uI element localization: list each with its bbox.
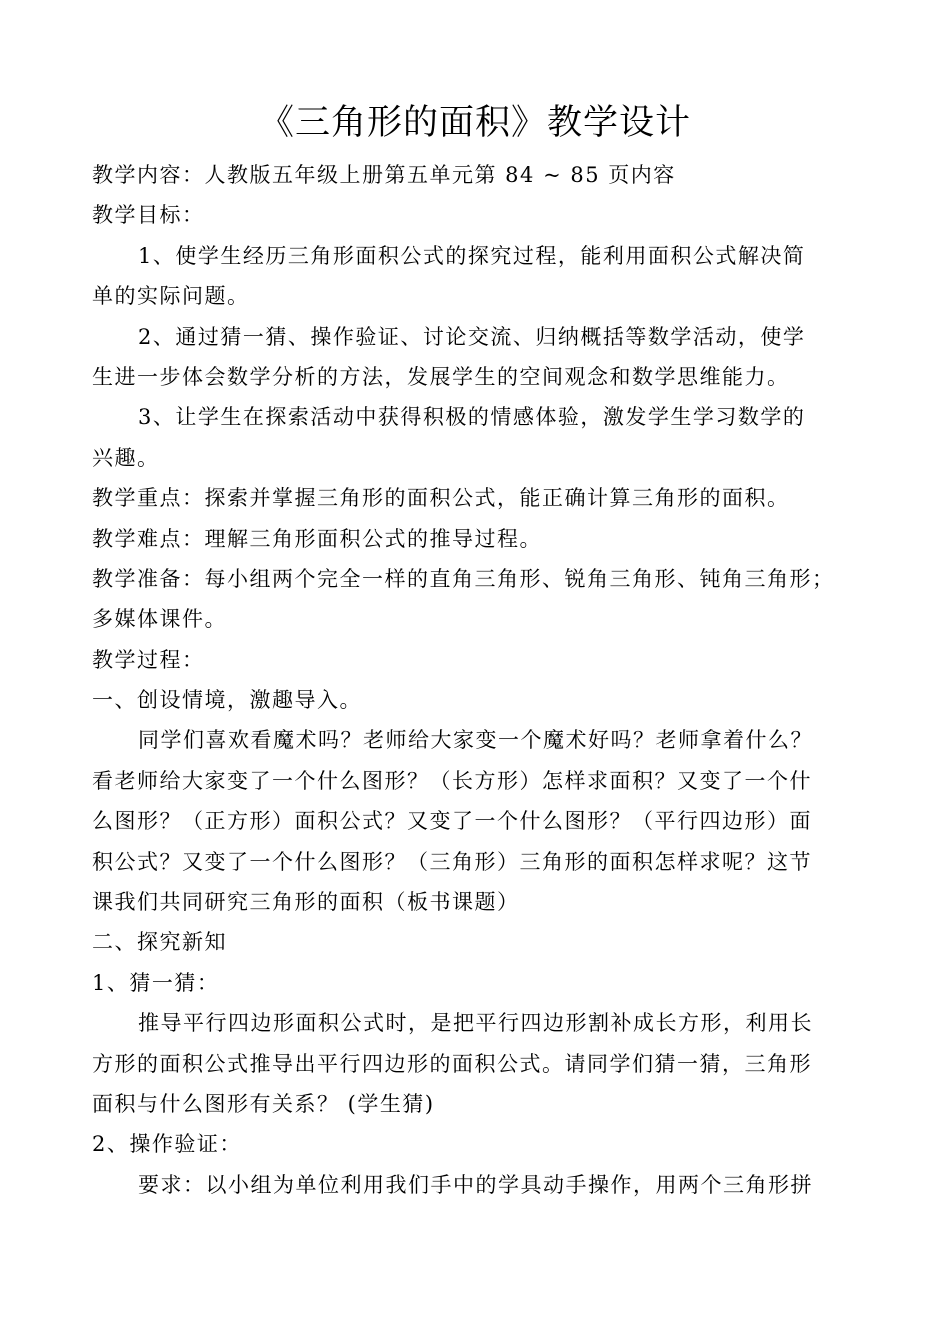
section-1-paragraph-line-3: 么图形？（正方形）面积公式？又变了一个什么图形？（平行四边形）面: [92, 809, 812, 834]
step-2-heading: 2、操作验证：: [92, 1132, 242, 1157]
difficulty-line: 教学难点：理解三角形面积公式的推导过程。: [92, 526, 542, 551]
preparation-line-2: 多媒体课件。: [92, 607, 227, 632]
preparation-line-1: 教学准备：每小组两个完全一样的直角三角形、锐角三角形、钝角三角形；: [92, 566, 835, 591]
section-1-paragraph-line-2: 看老师给大家变了一个什么图形？（长方形）怎样求面积？又变了一个什: [92, 768, 812, 793]
section-2-heading: 二、探究新知: [92, 930, 227, 955]
goal-1-line-1: 1、使学生经历三角形面积公式的探究过程，能利用面积公式解决简: [138, 243, 806, 268]
step-2-paragraph-line-1: 要求：以小组为单位利用我们手中的学具动手操作，用两个三角形拼: [138, 1172, 813, 1197]
step-1-paragraph-line-3: 面积与什么图形有关系？ (学生猜): [92, 1091, 435, 1116]
step-1-paragraph-line-1: 推导平行四边形面积公式时，是把平行四边形割补成长方形，利用长: [138, 1011, 813, 1036]
step-1-paragraph-line-2: 方形的面积公式推导出平行四边形的面积公式。请同学们猜一猜，三角形: [92, 1051, 812, 1076]
section-1-paragraph-line-4: 积公式？又变了一个什么图形？（三角形）三角形的面积怎样求呢？这节: [92, 849, 812, 874]
teaching-goals-heading: 教学目标：: [92, 203, 205, 228]
key-point-line: 教学重点：探索并掌握三角形的面积公式，能正确计算三角形的面积。: [92, 486, 790, 511]
teaching-content-line: 教学内容：人教版五年级上册第五单元第 84 ~ 85 页内容: [92, 163, 676, 187]
process-heading: 教学过程：: [92, 647, 205, 672]
step-1-heading: 1、猜一猜：: [92, 970, 220, 995]
document-title: 《三角形的面积》教学设计: [258, 103, 691, 143]
goal-1-line-2: 单的实际问题。: [92, 284, 250, 309]
section-1-paragraph-line-5: 课我们共同研究三角形的面积（板书课题）: [92, 890, 520, 915]
goal-2-line-1: 2、通过猜一猜、操作验证、讨论交流、归纳概括等数学活动，使学: [138, 324, 806, 349]
goal-2-line-2: 生进一步体会数学分析的方法，发展学生的空间观念和数学思维能力。: [92, 364, 790, 389]
goal-3-line-2: 兴趣。: [92, 445, 160, 470]
section-1-heading: 一、创设情境，激趣导入。: [92, 688, 362, 713]
goal-3-line-1: 3、让学生在探索活动中获得积极的情感体验，激发学生学习数学的: [138, 405, 806, 430]
section-1-paragraph-line-1: 同学们喜欢看魔术吗？老师给大家变一个魔术好吗？老师拿着什么？: [138, 728, 813, 753]
document-body: [92, 155, 872, 1205]
